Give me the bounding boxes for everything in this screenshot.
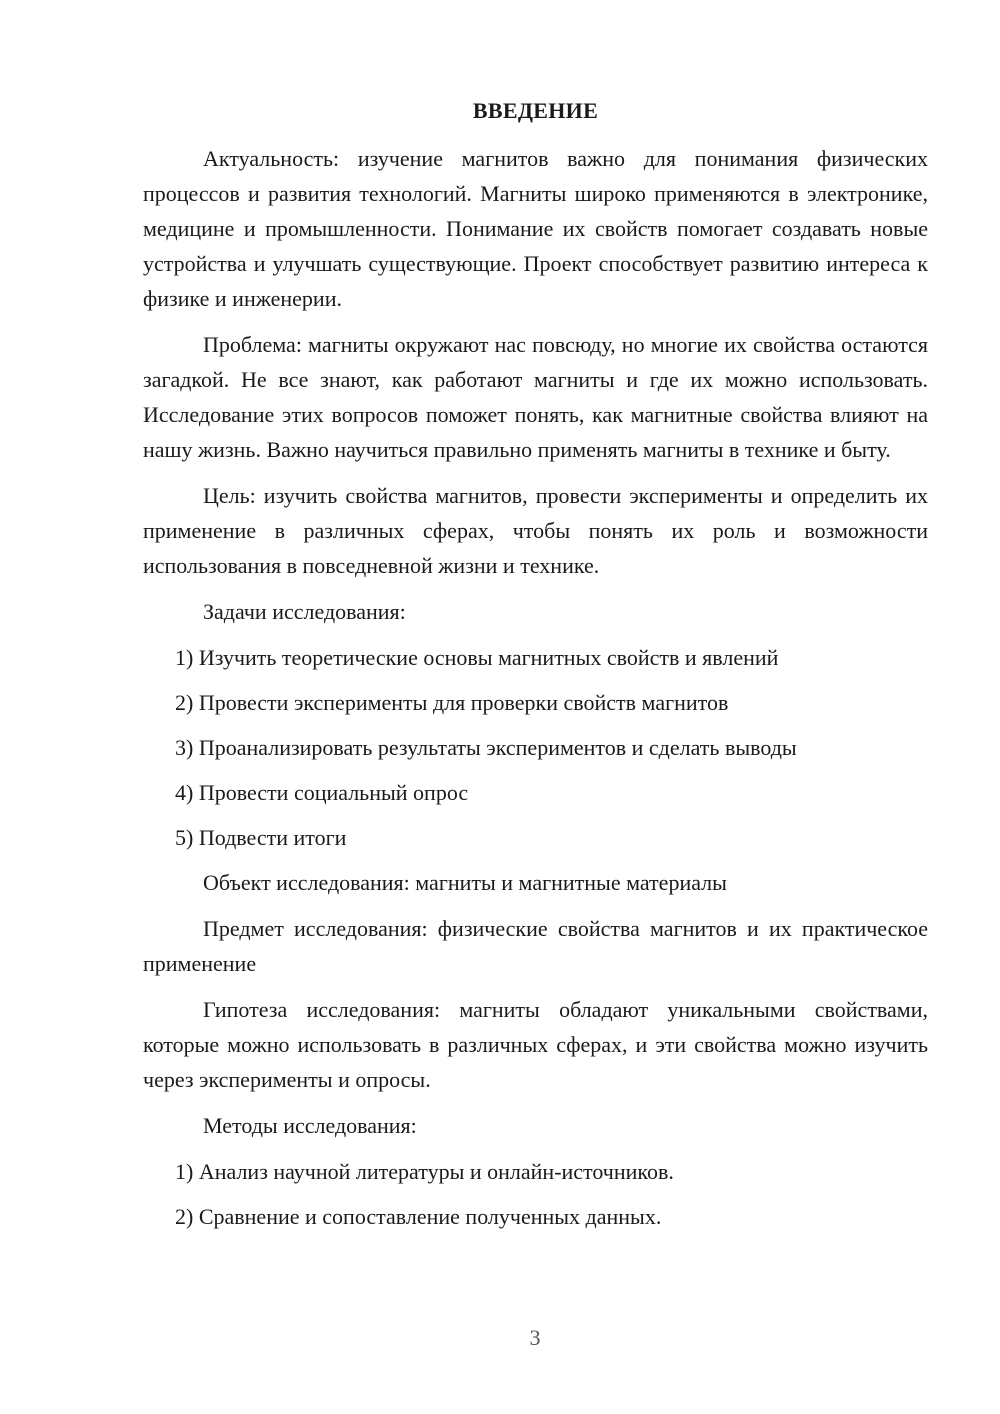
list-item: 5) Подвести итоги xyxy=(175,825,347,850)
list-item: 2) Сравнение и сопоставление полученных данных. xyxy=(175,1204,662,1229)
page-number: 3 xyxy=(529,1325,541,1350)
methods-heading: Методы исследования: xyxy=(203,1113,417,1138)
list-item: 4) Провести социальный опрос xyxy=(175,780,469,805)
relevance-paragraph: Актуальность: изучение магнитов важно для понимания физических процессов и развития технологий. Магниты широко применяются в электронике, медицине и промышленности. Понимание их свойств помогает создавать новые устройства и улучшать существующие. Проект способствует развитию интереса к физике и инженерии. xyxy=(143,146,928,311)
section-title: ВВЕДЕНИЕ xyxy=(472,98,599,123)
goal-paragraph: Цель: изучить свойства магнитов, провести эксперименты и определить их применение в различных сферах, чтобы понять их роль и возможности использования в повседневной жизни и технике. xyxy=(143,483,928,578)
object-paragraph: Объект исследования: магниты и магнитные материалы xyxy=(203,870,727,895)
document-page xyxy=(143,93,928,1244)
problem-paragraph: Проблема: магниты окружают нас повсюду, но многие их свойства остаются загадкой. Не все знают, как работают магниты и где их можно использовать. Исследование этих вопросов поможет понять, как магнитные свойства влияют на нашу жизнь. Важно научиться правильно применять магниты в технике и быту. xyxy=(143,332,928,462)
methods-list xyxy=(143,1154,928,1234)
list-item: 3) Проанализировать результаты экспериментов и сделать выводы xyxy=(175,735,797,760)
hypothesis-paragraph: Гипотеза исследования: магниты обладают уникальными свойствами, которые можно использовать в различных сферах, и эти свойства можно изучить через эксперименты и опросы. xyxy=(143,997,928,1092)
list-item: 1) Изучить теоретические основы магнитных свойств и явлений xyxy=(175,645,779,670)
tasks-heading: Задачи исследования: xyxy=(203,599,406,624)
list-item: 2) Провести эксперименты для проверки свойств магнитов xyxy=(175,690,729,715)
list-item: 1) Анализ научной литературы и онлайн-источников. xyxy=(175,1159,674,1184)
tasks-list xyxy=(143,640,928,855)
subject-paragraph: Предмет исследования: физические свойства магнитов и их практическое применение xyxy=(143,916,928,976)
